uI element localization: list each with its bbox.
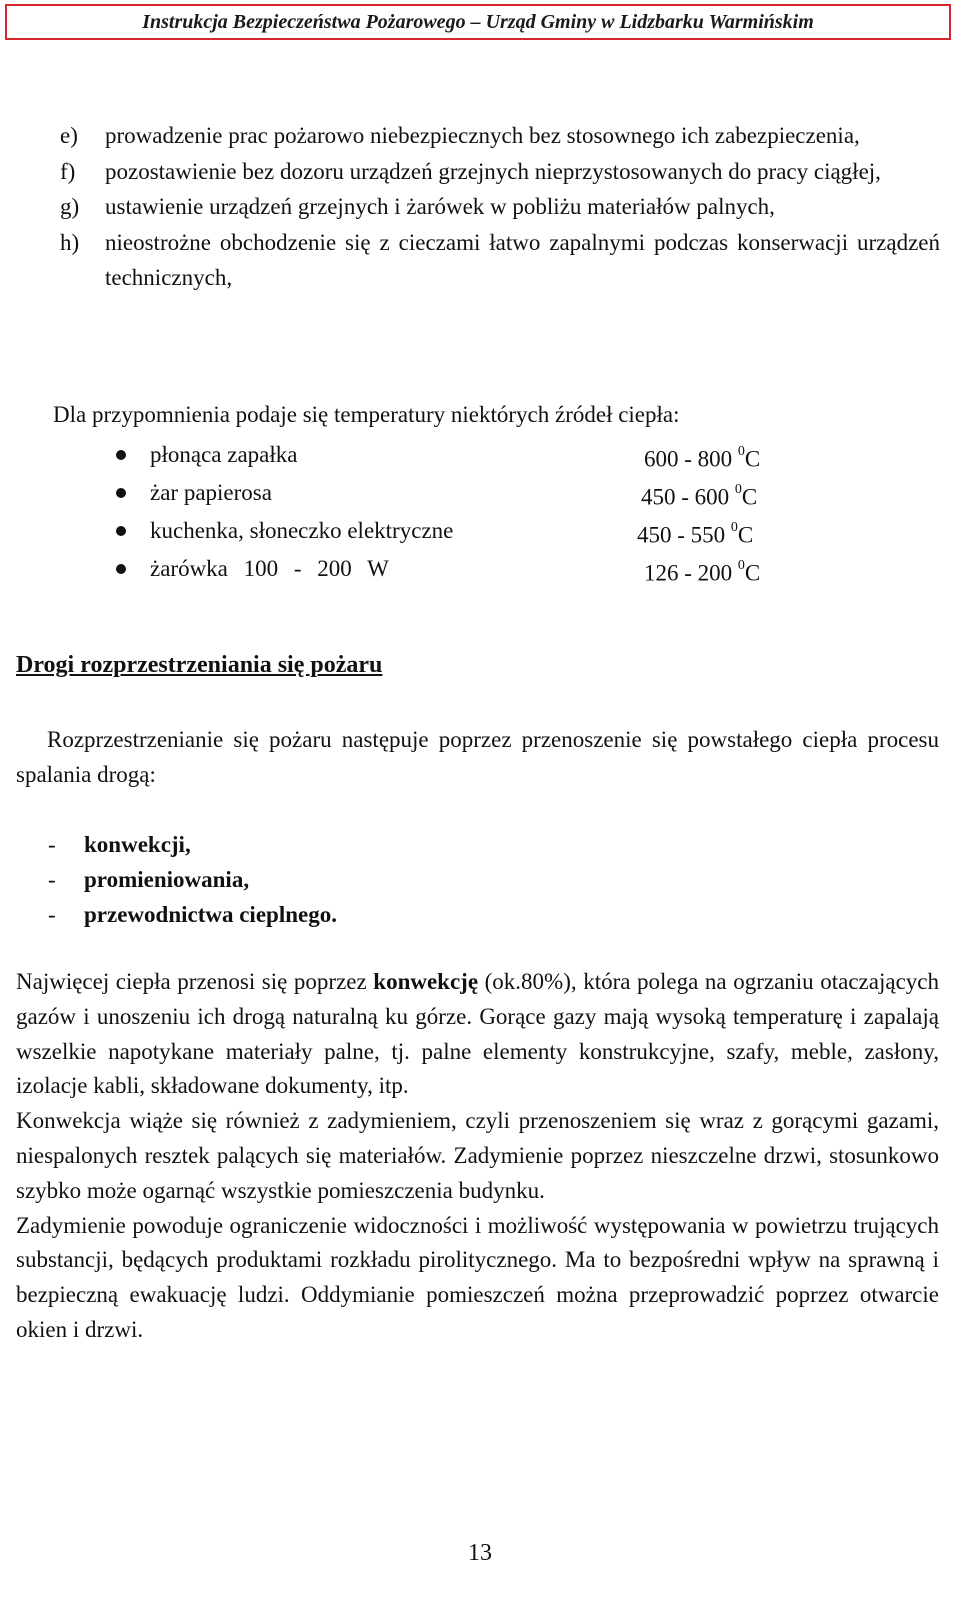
temperatures-intro: Dla przypomnienia podaje się temperatury niektórych źródeł ciepła:: [53, 402, 680, 427]
list-item: [60, 189, 940, 225]
list-item: [48, 827, 337, 862]
temperature-value: 450 - 550 $^0$C: [637, 520, 754, 548]
hazard-list: [60, 118, 940, 296]
temperature-value: 126 - 200 $^0$C: [644, 558, 761, 586]
paragraph: Najwięcej ciepła przenosi się poprzez konwekcję (ok.80%), która polega na ogrzaniu otaczających gazów i unoszeniu ich drogą naturalną ku górze. Gorące gazy mają wysoką temperaturę i zapalają wszelkie napotykane materiały palne, tj. palne elementy konstrukcyjne, szafy, meble, zasłony, izolacje kabli, składowane dokumenty, itp.: [16, 969, 939, 1099]
dash-marker: -: [48, 867, 56, 892]
dash-marker: -: [48, 902, 56, 927]
list-text: nieostrożne obchodzenie się z cieczami łatwo zapalnymi podczas konserwacji urządzeń technicznych,: [105, 229, 940, 290]
list-item: [116, 474, 816, 512]
list-marker: f): [60, 158, 76, 184]
list-item: [116, 436, 816, 474]
bullet-icon: [116, 450, 126, 460]
dash-marker: -: [48, 832, 56, 857]
temperature-list: [116, 436, 816, 588]
way-text: promieniowania,: [84, 867, 250, 892]
temperature-label: płonąca zapałka: [150, 442, 298, 467]
list-text: prowadzenie prac pożarowo niebezpiecznych bez stosownego ich zabezpieczenia,: [105, 123, 860, 148]
list-item: [116, 550, 816, 588]
way-text: przewodnictwa cieplnego.: [84, 902, 337, 927]
temperature-value: 450 - 600 $^0$C: [641, 482, 758, 510]
bold-term: konwekcję: [373, 969, 479, 994]
temperature-label: kuchenka, słoneczko elektryczne: [150, 518, 454, 543]
bullet-icon: [116, 564, 126, 574]
list-marker: e): [60, 123, 78, 148]
list-item: [48, 897, 337, 932]
list-item: [60, 154, 940, 190]
page-number: 13: [468, 1540, 492, 1566]
body-text: [16, 965, 939, 1348]
list-item: [48, 862, 337, 897]
way-text: konwekcji,: [84, 832, 191, 857]
header-title: Instrukcja Bezpieczeństwa Pożarowego – Urząd Gminy w Lidzbarku Warmińskim: [142, 10, 814, 33]
paragraph: Konwekcja wiąże się również z zadymieniem, czyli przenoszeniem się wraz z gorącymi gazami, niespalonych resztek palących się materiałów. Zadymienie poprzez nieszczelne drzwi, stosunkowo szybko może ogarnąć wszystkie pomieszczenia budynku.: [16, 1108, 939, 1203]
temperature-label: żar papierosa: [150, 480, 272, 505]
list-text: ustawienie urządzeń grzejnych i żarówek w pobliżu materiałów palnych,: [105, 194, 775, 219]
list-item: [116, 512, 816, 550]
list-marker: h): [60, 229, 80, 255]
list-item: [60, 225, 940, 296]
list-marker: g): [60, 194, 80, 219]
paragraph: Rozprzestrzenianie się pożaru następuje poprzez przenoszenie się powstałego ciepła procesu spalania drogą:: [16, 727, 939, 787]
bullet-icon: [116, 488, 126, 498]
bullet-icon: [116, 526, 126, 536]
spread-ways-list: [48, 827, 337, 932]
list-item: [60, 118, 940, 154]
temperature-label: żarówka 100 - 200 W: [150, 556, 389, 581]
section-title: Drogi rozprzestrzeniania się pożaru: [16, 652, 383, 678]
paragraph: Zadymienie powoduje ograniczenie widoczności i możliwość występowania w powietrzu trujących substancji, będących produktami rozkładu pirolitycznego. Ma to bezpośredni wpływ na sprawną i bezpieczną ewakuację ludzi. Oddymianie pomieszczeń można przeprowadzić poprzez otwarcie okien i drzwi.: [16, 1212, 939, 1342]
temperature-value: 600 - 800 $^0$C: [644, 444, 761, 472]
page-header: [5, 4, 951, 40]
list-text: pozostawienie bez dozoru urządzeń grzejnych nieprzystosowanych do pracy ciągłej,: [105, 158, 881, 184]
